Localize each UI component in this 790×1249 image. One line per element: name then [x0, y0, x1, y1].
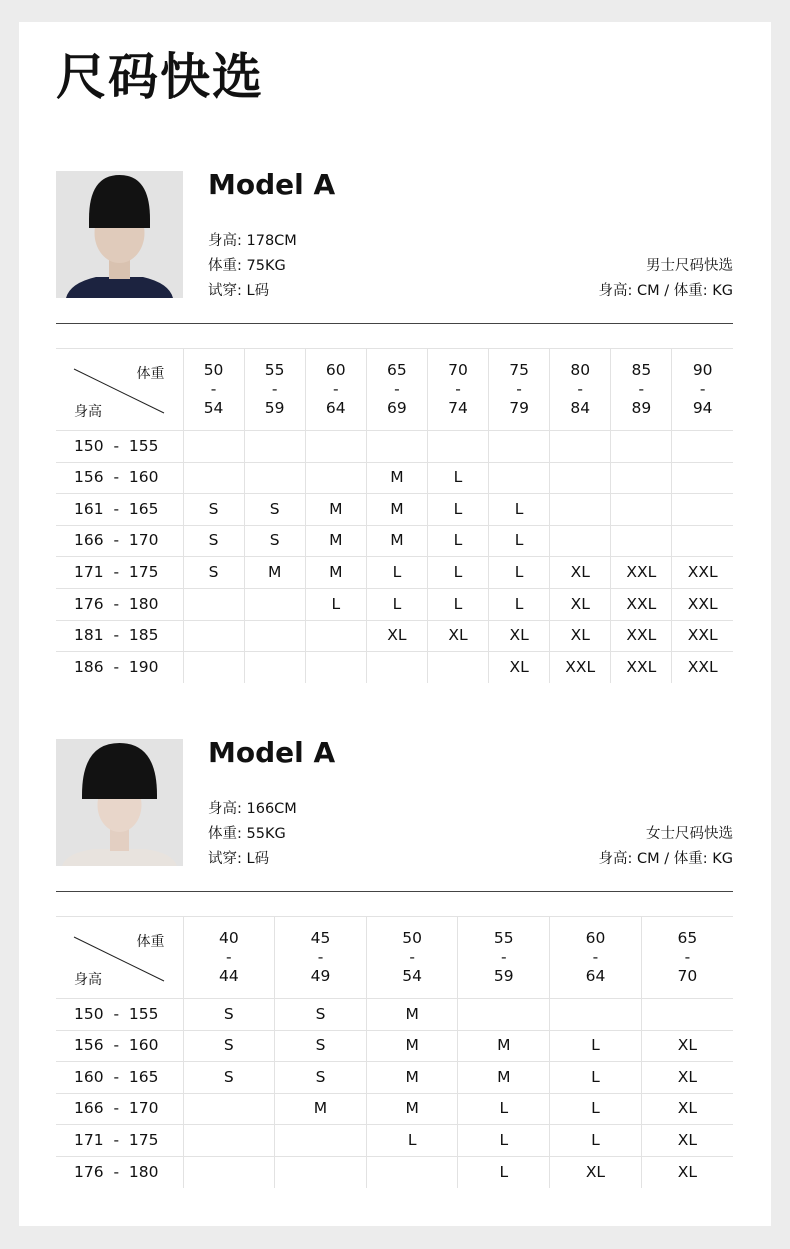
size-cell: S	[275, 1062, 367, 1094]
size-cell: M	[244, 557, 305, 589]
height-range-cell: 171 - 175	[56, 1125, 183, 1157]
size-cell: XXL	[611, 557, 672, 589]
size-cell: XXL	[672, 652, 733, 684]
size-cell: XL	[641, 1062, 733, 1094]
size-cell	[366, 1156, 458, 1188]
weight-range-hi: 94	[692, 399, 713, 417]
size-cell: M	[366, 525, 427, 557]
weight-range-hi: 59	[264, 399, 285, 417]
weight-range-dash: -	[699, 380, 706, 398]
weight-range-hi: 70	[677, 967, 698, 985]
size-cell	[458, 999, 550, 1031]
weight-range-dash: -	[516, 380, 522, 398]
size-cell: M	[275, 1093, 367, 1125]
size-cell: S	[183, 1062, 275, 1094]
size-cell	[611, 431, 672, 463]
weight-range-dash: -	[409, 948, 415, 966]
size-cell: L	[458, 1125, 550, 1157]
table-row	[56, 1125, 733, 1157]
size-cell	[611, 525, 672, 557]
size-cell: XL	[550, 620, 611, 652]
size-cell: XL	[427, 620, 488, 652]
size-cell: L	[550, 1030, 642, 1062]
weight-range-hi: 84	[570, 399, 591, 417]
size-cell	[305, 431, 366, 463]
weight-range-lo: 65	[387, 361, 407, 379]
weight-range-header	[458, 917, 550, 999]
size-cell: L	[550, 1062, 642, 1094]
size-cell	[611, 462, 672, 494]
weight-axis-label: 体重	[136, 934, 165, 950]
male-model-photo	[56, 171, 183, 298]
weight-range-header	[366, 349, 427, 431]
weight-range-dash: -	[210, 380, 217, 398]
height-range-cell: 166 - 170	[56, 525, 183, 557]
size-cell: XXL	[672, 620, 733, 652]
size-cell: XL	[489, 620, 550, 652]
size-cell: L	[366, 1125, 458, 1157]
weight-range-lo: 55	[264, 361, 285, 379]
height-range-cell: 160 - 165	[56, 1062, 183, 1094]
weight-range-hi: 54	[402, 967, 422, 985]
size-cell	[244, 652, 305, 684]
size-cell: XXL	[611, 620, 672, 652]
model-tryon-size: 试穿: L码	[208, 851, 270, 867]
size-cell: S	[275, 1030, 367, 1062]
size-cell: XL	[641, 1030, 733, 1062]
weight-range-header	[305, 349, 366, 431]
table-row	[56, 620, 733, 652]
weight-axis-label: 体重	[136, 366, 165, 382]
divider-line	[56, 323, 733, 324]
size-cell	[427, 652, 488, 684]
size-cell: XL	[641, 1156, 733, 1188]
weight-range-header	[183, 917, 275, 999]
weight-range-dash: -	[638, 380, 645, 398]
size-cell: S	[183, 999, 275, 1031]
weight-range-hi: 54	[203, 399, 224, 417]
weight-range-header	[641, 917, 733, 999]
size-cell	[305, 620, 366, 652]
size-cell: L	[489, 525, 550, 557]
weight-range-dash: -	[577, 380, 583, 398]
weight-range-hi: 89	[631, 399, 652, 417]
size-cell: L	[489, 588, 550, 620]
size-cell: M	[366, 999, 458, 1031]
size-cell	[183, 431, 244, 463]
women-size-table	[56, 916, 733, 1188]
height-range-cell: 156 - 160	[56, 462, 183, 494]
weight-range-hi: 74	[448, 399, 468, 417]
size-cell: M	[458, 1030, 550, 1062]
size-cell: L	[489, 557, 550, 589]
size-guide-card	[19, 22, 771, 1226]
size-cell: L	[427, 494, 488, 526]
table-row	[56, 431, 733, 463]
model-name: Model A	[208, 168, 336, 201]
height-range-cell: 166 - 170	[56, 1093, 183, 1125]
weight-range-header	[244, 349, 305, 431]
size-cell: L	[550, 1093, 642, 1125]
size-cell	[427, 431, 488, 463]
size-cell	[183, 652, 244, 684]
size-cell	[244, 431, 305, 463]
height-axis-label: 身高	[74, 972, 102, 988]
height-range-cell: 176 - 180	[56, 1156, 183, 1188]
table-row	[56, 588, 733, 620]
weight-range-hi: 64	[325, 399, 346, 417]
model-tryon-size: 试穿: L码	[208, 283, 270, 299]
size-cell: L	[427, 525, 488, 557]
height-axis-label: 身高	[74, 404, 102, 420]
weight-range-hi: 59	[493, 967, 514, 985]
size-cell	[366, 431, 427, 463]
height-range-cell: 171 - 175	[56, 557, 183, 589]
size-cell	[183, 1125, 275, 1157]
size-cell	[611, 494, 672, 526]
size-cell: XL	[641, 1125, 733, 1157]
size-cell	[183, 1156, 275, 1188]
size-cell: L	[427, 588, 488, 620]
chart-name: 女士尺码快选	[646, 826, 733, 842]
table-row	[56, 525, 733, 557]
model-name: Model A	[208, 736, 336, 769]
size-cell: XL	[641, 1093, 733, 1125]
weight-range-header	[183, 349, 244, 431]
size-cell	[672, 431, 733, 463]
women-size-section	[56, 736, 733, 1189]
weight-range-header	[611, 349, 672, 431]
weight-range-header	[427, 349, 488, 431]
size-cell	[672, 462, 733, 494]
units-label: 身高: CM / 体重: KG	[598, 283, 733, 299]
size-cell: L	[366, 588, 427, 620]
table-corner-cell	[56, 917, 183, 999]
height-range-cell: 150 - 155	[56, 999, 183, 1031]
chart-name: 男士尺码快选	[646, 258, 733, 274]
table-row	[56, 494, 733, 526]
size-cell	[672, 494, 733, 526]
weight-range-header	[672, 349, 733, 431]
size-cell: M	[366, 494, 427, 526]
weight-range-header	[275, 917, 367, 999]
height-range-cell: 150 - 155	[56, 431, 183, 463]
size-cell: S	[183, 1030, 275, 1062]
size-cell: M	[366, 462, 427, 494]
table-corner-cell	[56, 349, 183, 431]
weight-header-row	[56, 349, 733, 431]
size-cell	[550, 525, 611, 557]
weight-range-lo: 45	[310, 929, 331, 947]
size-cell: XL	[489, 652, 550, 684]
weight-range-dash: -	[271, 380, 278, 398]
weight-range-hi: 79	[509, 399, 529, 417]
size-cell: XL	[366, 620, 427, 652]
size-cell: XXL	[672, 557, 733, 589]
model-weight: 体重: 55KG	[208, 826, 286, 842]
weight-range-lo: 60	[325, 361, 346, 379]
size-cell	[366, 652, 427, 684]
size-cell	[183, 620, 244, 652]
weight-range-header	[550, 917, 642, 999]
page-title: 尺码快选	[56, 48, 264, 106]
size-cell	[244, 588, 305, 620]
size-cell: L	[366, 557, 427, 589]
weight-range-lo: 50	[203, 361, 224, 379]
size-cell: M	[305, 525, 366, 557]
weight-range-dash: -	[684, 948, 691, 966]
size-cell: S	[183, 557, 244, 589]
size-cell: XXL	[611, 652, 672, 684]
weight-range-dash: -	[317, 948, 324, 966]
men-size-table	[56, 348, 733, 683]
size-cell: S	[183, 525, 244, 557]
weight-range-hi: 49	[310, 967, 331, 985]
size-cell	[275, 1156, 367, 1188]
divider-line	[56, 891, 733, 892]
weight-range-lo: 85	[631, 361, 652, 379]
model-height: 身高: 178CM	[208, 233, 297, 249]
size-cell	[550, 494, 611, 526]
weight-range-lo: 60	[585, 929, 606, 947]
size-cell: L	[305, 588, 366, 620]
size-cell: M	[458, 1062, 550, 1094]
weight-range-lo: 80	[570, 361, 591, 379]
weight-range-hi: 44	[218, 967, 239, 985]
weight-header-row	[56, 917, 733, 999]
weight-range-header	[489, 349, 550, 431]
weight-range-lo: 90	[692, 361, 713, 379]
height-range-cell: 161 - 165	[56, 494, 183, 526]
weight-range-dash: -	[394, 380, 400, 398]
table-row	[56, 999, 733, 1031]
weight-range-lo: 55	[493, 929, 514, 947]
size-cell	[183, 1093, 275, 1125]
size-cell	[305, 652, 366, 684]
size-cell: S	[244, 525, 305, 557]
table-row	[56, 557, 733, 589]
model-height: 身高: 166CM	[208, 801, 297, 817]
size-cell: L	[427, 557, 488, 589]
size-cell: L	[458, 1093, 550, 1125]
table-row	[56, 1062, 733, 1094]
size-cell	[672, 525, 733, 557]
size-cell: L	[427, 462, 488, 494]
size-cell: S	[183, 494, 244, 526]
weight-range-dash: -	[455, 380, 461, 398]
size-cell: M	[305, 557, 366, 589]
weight-range-lo: 65	[677, 929, 698, 947]
weight-range-header	[366, 917, 458, 999]
weight-range-dash: -	[501, 948, 507, 966]
size-cell: XXL	[611, 588, 672, 620]
table-row	[56, 1030, 733, 1062]
size-cell	[550, 999, 642, 1031]
weight-range-header	[550, 349, 611, 431]
size-cell: L	[489, 494, 550, 526]
size-cell	[489, 462, 550, 494]
size-cell: M	[305, 494, 366, 526]
weight-range-lo: 70	[448, 361, 468, 379]
size-cell: M	[366, 1062, 458, 1094]
size-cell	[244, 620, 305, 652]
model-weight: 体重: 75KG	[208, 258, 286, 274]
size-cell	[183, 588, 244, 620]
weight-range-dash: -	[226, 948, 232, 966]
size-cell	[183, 462, 244, 494]
size-cell: XL	[550, 1156, 642, 1188]
size-cell: S	[244, 494, 305, 526]
weight-range-dash: -	[592, 948, 599, 966]
height-range-cell: 186 - 190	[56, 652, 183, 684]
size-cell: XXL	[672, 588, 733, 620]
height-range-cell: 181 - 185	[56, 620, 183, 652]
weight-range-lo: 40	[218, 929, 239, 947]
size-cell: S	[275, 999, 367, 1031]
size-cell: XL	[550, 588, 611, 620]
weight-range-hi: 64	[585, 967, 606, 985]
size-cell: M	[366, 1030, 458, 1062]
size-cell: XXL	[550, 652, 611, 684]
size-cell	[244, 462, 305, 494]
weight-range-lo: 75	[509, 361, 529, 379]
size-cell	[550, 462, 611, 494]
size-cell: XL	[550, 557, 611, 589]
size-cell: L	[550, 1125, 642, 1157]
weight-range-lo: 50	[402, 929, 422, 947]
weight-range-hi: 69	[387, 399, 407, 417]
height-range-cell: 176 - 180	[56, 588, 183, 620]
men-size-section	[56, 168, 733, 685]
weight-range-dash: -	[332, 380, 339, 398]
height-range-cell: 156 - 160	[56, 1030, 183, 1062]
size-cell: L	[458, 1156, 550, 1188]
table-row	[56, 1156, 733, 1188]
units-label: 身高: CM / 体重: KG	[598, 851, 733, 867]
table-row	[56, 1093, 733, 1125]
size-cell	[489, 431, 550, 463]
size-cell	[275, 1125, 367, 1157]
table-row	[56, 652, 733, 684]
female-model-photo	[56, 739, 183, 866]
size-cell	[641, 999, 733, 1031]
table-row	[56, 462, 733, 494]
size-cell	[550, 431, 611, 463]
size-cell: M	[366, 1093, 458, 1125]
size-cell	[305, 462, 366, 494]
